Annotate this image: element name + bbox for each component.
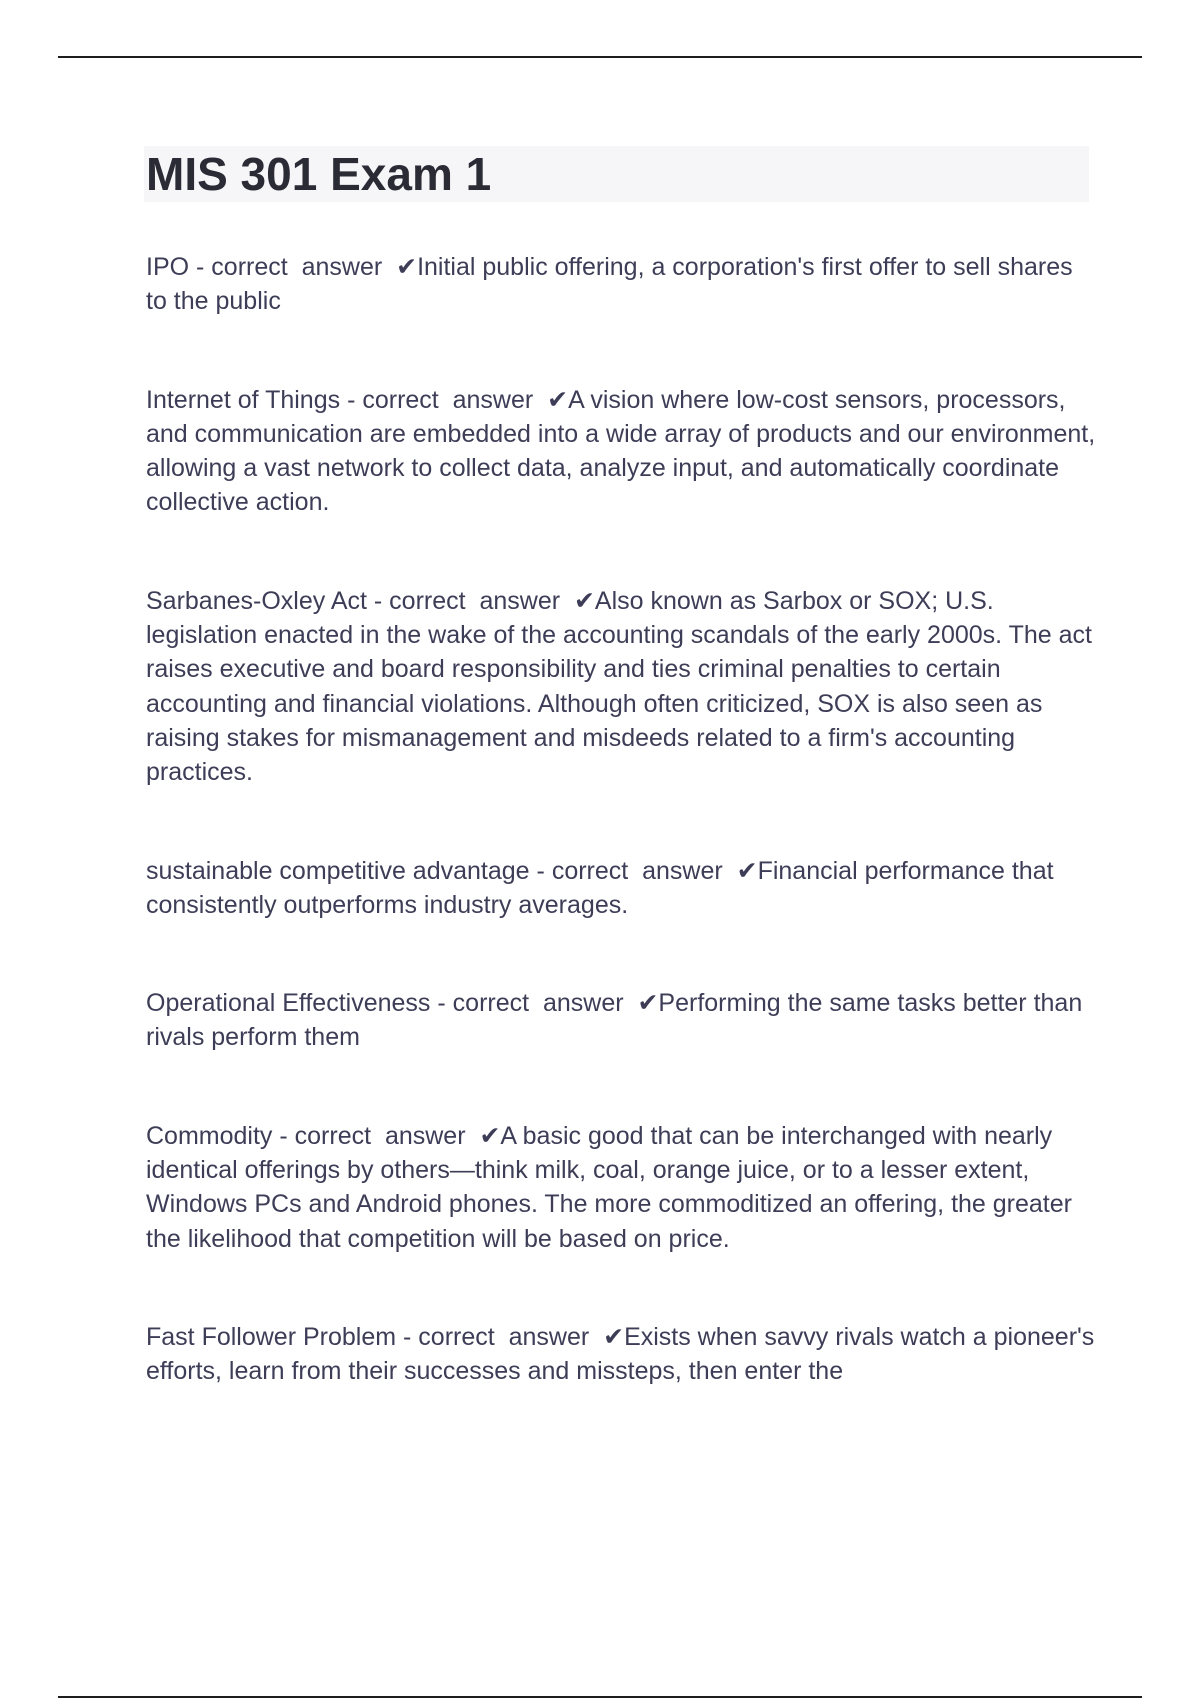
flashcard-entry <box>146 854 1096 923</box>
answer-marker: - correct answer <box>196 253 383 281</box>
answer-marker: - correct answer <box>373 586 561 615</box>
checkmark-icon: ✔ <box>396 253 418 281</box>
checkmark-icon: ✔ <box>479 1121 501 1150</box>
entry-definition: A vision where low-cost sensors, processors, and communication are embedded into a wide array of products and our environment, allowing a vast network to collect data, analyze input, and automatically coordinate collective action. <box>146 385 1096 517</box>
checkmark-icon: ✔ <box>603 1322 625 1351</box>
entry-term: Sarbanes-Oxley Act <box>146 586 367 615</box>
flashcard-entry <box>146 383 1096 520</box>
flashcard-entry <box>146 1320 1096 1389</box>
top-divider <box>58 56 1142 58</box>
entry-definition: A basic good that can be interchanged with nearly identical offerings by others—think milk, coal, orange juice, or to a lesser extent, Windows PCs and Android phones. The more commoditized an offering, the greater the likelihood that competition will be based on price. <box>146 1121 1072 1253</box>
answer-marker: - correct answer <box>347 385 534 414</box>
entry-definition: Performing the same tasks better than rivals perform them <box>146 989 1083 1052</box>
answer-marker: - correct answer <box>536 856 723 885</box>
entry-term: IPO <box>146 253 190 281</box>
checkmark-icon: ✔ <box>547 385 569 414</box>
flashcard-list <box>146 250 1096 1453</box>
page-title: MIS 301 Exam 1 <box>146 148 492 200</box>
answer-marker: - correct answer <box>279 1121 466 1150</box>
entry-definition: Also known as Sarbox or SOX; U.S. legislation enacted in the wake of the accounting scandals of the early 2000s. The act raises executive and board responsibility and ties criminal penalties to certain accounting and financial violations. Although often criticized, SOX is also seen as raising stakes for mismanagement and misdeeds related to a firm's accounting practices. <box>146 586 1092 787</box>
entry-term: Commodity <box>146 1121 273 1150</box>
checkmark-icon: ✔ <box>736 856 758 885</box>
entry-term: Fast Follower Problem <box>146 1322 397 1351</box>
checkmark-icon: ✔ <box>573 586 595 615</box>
bottom-divider <box>58 1696 1142 1698</box>
entry-term: Operational Effectiveness <box>146 989 431 1018</box>
flashcard-entry <box>146 1119 1096 1256</box>
entry-definition: Initial public offering, a corporation's first offer to sell shares to the public <box>146 253 1073 316</box>
entry-term: Internet of Things <box>146 385 341 414</box>
checkmark-icon: ✔ <box>637 989 659 1018</box>
entry-definition: Financial performance that consistently outperforms industry averages. <box>146 856 1054 919</box>
flashcard-entry <box>146 986 1096 1055</box>
flashcard-entry <box>146 250 1096 319</box>
flashcard-entry <box>146 584 1096 790</box>
answer-marker: - correct answer <box>403 1322 590 1351</box>
answer-marker: - correct answer <box>437 989 624 1018</box>
entry-definition: Exists when savvy rivals watch a pioneer's efforts, learn from their successes and missteps, then enter the <box>146 1322 1095 1386</box>
entry-term: sustainable competitive advantage <box>146 856 530 885</box>
